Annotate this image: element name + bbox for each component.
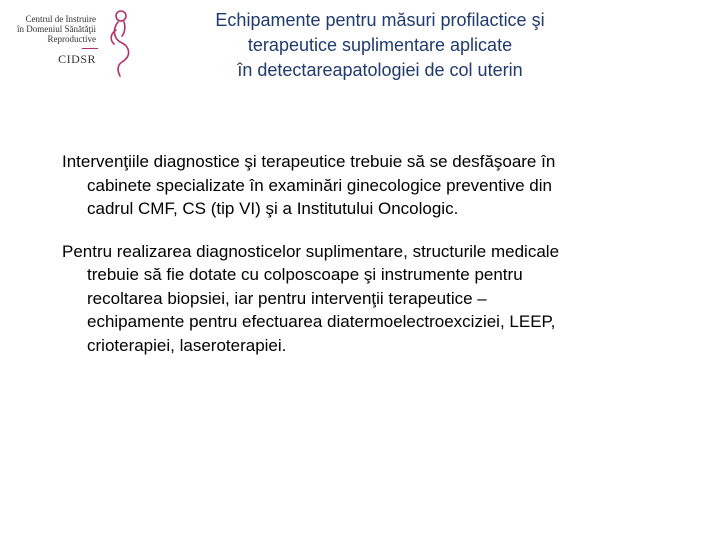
paragraph-line: echipamente pentru efectuarea diatermoelectroexciziei, LEEP, [87, 312, 556, 331]
logo-organization-name [14, 14, 96, 44]
logo-line: Reproductive [47, 34, 96, 44]
paragraph-line: crioterapiei, laseroterapiei. [87, 335, 287, 355]
logo-line: în Domeniul Sănătăţii [17, 24, 96, 34]
paragraph-equipment [62, 240, 662, 358]
paragraph-line: Intervenţiile diagnostice şi terapeutice trebuie să se desfăşoare în [62, 152, 556, 171]
pregnant-woman-silhouette-icon [104, 8, 138, 78]
logo-line: Centrul de Instruire [25, 14, 96, 24]
logo-abbreviation: CIDSR [58, 52, 96, 66]
paragraph-line: Pentru realizarea diagnosticelor suplimentare, structurile medicale [62, 241, 560, 261]
title-line: în detectareapatologiei de col uterin [237, 60, 523, 80]
paragraph-line: cabinete specializate în examinări ginecologice preventive din [87, 175, 552, 195]
paragraph-line: recoltarea biopsiei, iar pentru intervenţii terapeutice – [87, 288, 487, 308]
paragraph-line: cadrul CMF, CS (tip VI) şi a Institutului Oncologic. [87, 199, 459, 218]
logo-divider [82, 48, 98, 49]
cidsr-logo [14, 8, 132, 78]
title-line: Echipamente pentru măsuri profilactice şi [215, 10, 545, 30]
slide-title [150, 8, 610, 83]
paragraph-line: trebuie să fie dotate cu colposcoape şi instrumente pentru [87, 265, 523, 284]
paragraph-interventions [62, 150, 662, 221]
slide-body [62, 150, 662, 376]
title-line: terapeutice suplimentare aplicate [247, 35, 513, 55]
